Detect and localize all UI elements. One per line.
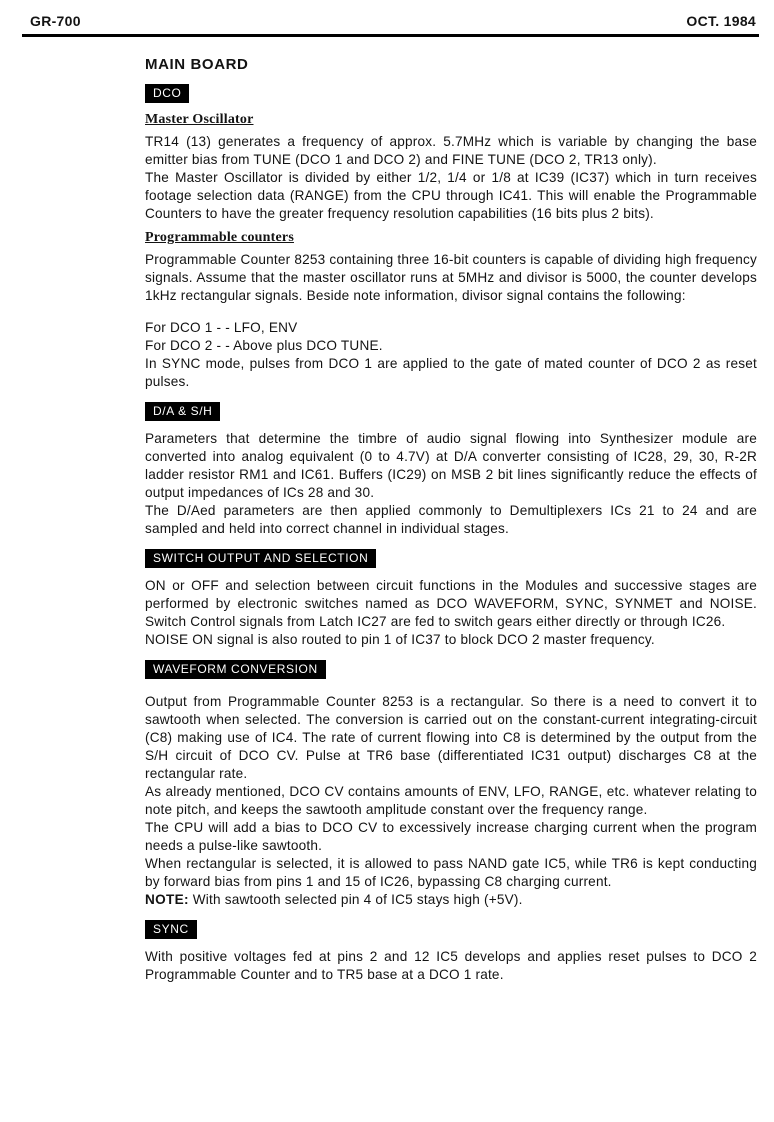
note-paragraph: NOTE: With sawtooth selected pin 4 of IC5 stays high (+5V).	[145, 892, 523, 907]
paragraph: When rectangular is selected, it is allowed to pass NAND gate IC5, while TR6 is kept conducting by forward bias from pins 1 and 15 of IC26, bypassing C8 charging current.	[145, 856, 757, 889]
header-rule	[22, 34, 759, 37]
list-line: For DCO 1 - - LFO, ENV	[145, 320, 298, 335]
page-title: MAIN BOARD	[145, 56, 249, 73]
section-tag: WAVEFORM CONVERSION	[145, 660, 326, 679]
page-header	[30, 13, 756, 29]
list-line: For DCO 2 - - Above plus DCO TUNE.	[145, 338, 383, 353]
paragraph: The CPU will add a bias to DCO CV to excessively increase charging current when the program needs a pulse-like sawtooth.	[145, 820, 757, 853]
header-date: OCT. 1984	[686, 13, 756, 29]
paragraph: As already mentioned, DCO CV contains amounts of ENV, LFO, RANGE, etc. whatever relating to note pitch, and keeps the sawtooth amplitude constant over the frequency range.	[145, 784, 757, 817]
document-content	[145, 56, 757, 984]
subheading: Master Oscillator	[145, 112, 254, 127]
paragraph: Parameters that determine the timbre of audio signal flowing into Synthesizer module are converted into analog equivalent (0 to 4.7V) at D/A converter consisting of IC28, 29, 30, R-2R ladder resistor RM1 and IC61. Buffers (IC29) on MSB 2 bit lines significantly reduce the effects of output impedances of ICs 28 and 30.	[145, 431, 757, 500]
paragraph: With positive voltages fed at pins 2 and 12 IC5 develops and applies reset pulses to DCO 2 Programmable Counter and to TR5 base at a DCO 1 rate.	[145, 949, 757, 982]
paragraph: The D/Aed parameters are then applied commonly to Demultiplexers ICs 21 to 24 and are sampled and held into correct channel in individual stages.	[145, 503, 757, 536]
subheading: Programmable counters	[145, 230, 294, 245]
paragraph: Programmable Counter 8253 containing three 16-bit counters is capable of dividing high frequency signals. Assume that the master oscillator runs at 5MHz and divisor is 5000, the counter develops 1kHz rectangular signals. Beside note information, divisor signal contains the following:	[145, 252, 757, 303]
section-tag: SYNC	[145, 920, 197, 939]
paragraph: In SYNC mode, pulses from DCO 1 are applied to the gate of mated counter of DCO 2 as reset pulses.	[145, 356, 757, 389]
paragraph: The Master Oscillator is divided by either 1/2, 1/4 or 1/8 at IC39 (IC37) which in turn receives footage selection data (RANGE) from the CPU through IC41. This will enable the Programmable Counters to have the greater frequency resolution capabilities (16 bits plus 2 bits).	[145, 170, 757, 221]
paragraph: Output from Programmable Counter 8253 is a rectangular. So there is a need to convert it to sawtooth when selected. The conversion is carried out on the constant-current integrating-circuit (C8) making use of IC4. The rate of current flowing into C8 is determined by the output from the S/H circuit of DCO CV. Pulse at TR6 base (differentiated IC31 output) discharges C8 at the rectangular rate.	[145, 694, 757, 781]
section-tag: D/A & S/H	[145, 402, 220, 421]
section-tag: SWITCH OUTPUT AND SELECTION	[145, 549, 376, 568]
paragraph: ON or OFF and selection between circuit functions in the Modules and successive stages are performed by electronic switches named as DCO WAVEFORM, SYNC, SYNMET and NOISE. Switch Control signals from Latch IC27 are fed to switch gears either directly or through IC26.	[145, 578, 757, 629]
paragraph: NOISE ON signal is also routed to pin 1 of IC37 to block DCO 2 master frequency.	[145, 632, 655, 647]
header-model-number: GR-700	[30, 13, 81, 29]
paragraph: TR14 (13) generates a frequency of approx. 5.7MHz which is variable by changing the base emitter bias from TUNE (DCO 1 and DCO 2) and FINE TUNE (DCO 2, TR13 only).	[145, 134, 757, 167]
content-blocks	[145, 84, 757, 984]
note-label: NOTE:	[145, 892, 189, 907]
section-tag: DCO	[145, 84, 189, 103]
